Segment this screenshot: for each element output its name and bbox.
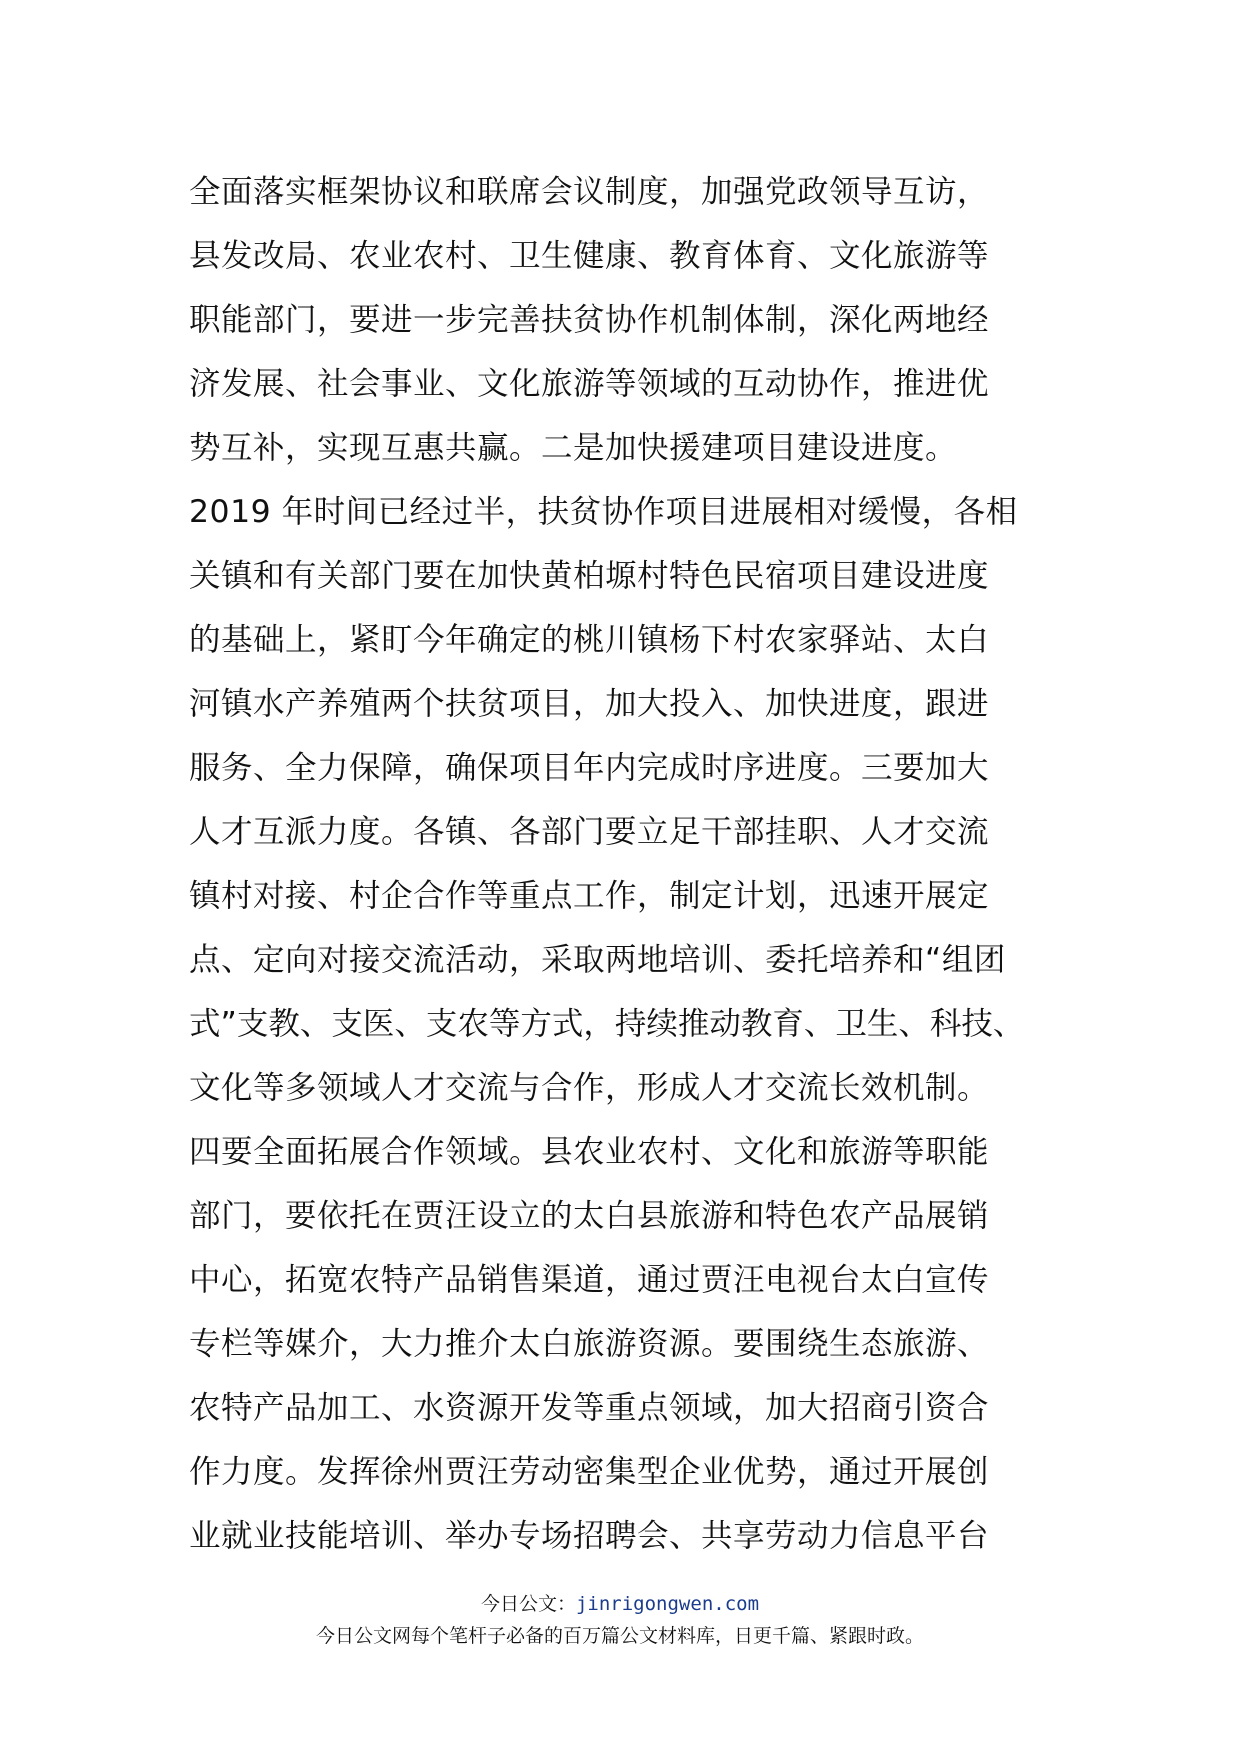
body-line: 服务、全力保障，确保项目年内完成时序进度。三要加大 [189, 750, 990, 786]
body-line: 专栏等媒介，大力推介太白旅游资源。要围绕生态旅游、 [189, 1326, 990, 1362]
body-line: 点、定向对接交流活动，采取两地培训、委托培养和“组团 [189, 942, 1006, 978]
document-body [189, 160, 1069, 1568]
body-line: 四要全面拓展合作领域。县农业农村、文化和旅游等职能 [189, 1134, 990, 1170]
footer-site-link[interactable]: jinrigongwen.com [575, 1593, 760, 1615]
body-line: 济发展、社会事业、文化旅游等领域的互动协作，推进优 [189, 366, 990, 402]
body-line: 中心，拓宽农特产品销售渠道，通过贾汪电视台太白宣传 [189, 1262, 990, 1298]
body-line: 部门，要依托在贾汪设立的太白县旅游和特色农产品展销 [189, 1198, 990, 1234]
footer-site [0, 1589, 1240, 1616]
body-line: 关镇和有关部门要在加快黄柏塬村特色民宿项目建设进度 [189, 558, 990, 594]
body-line: 作力度。发挥徐州贾汪劳动密集型企业优势，通过开展创 [189, 1454, 990, 1490]
body-line: 业就业技能培训、举办专场招聘会、共享劳动力信息平台 [189, 1518, 990, 1554]
body-line: 势互补，实现互惠共赢。二是加快援建项目建设进度。 [189, 430, 958, 466]
body-line: 河镇水产养殖两个扶贫项目，加大投入、加快进度，跟进 [189, 686, 990, 722]
body-line: 式”支教、支医、支农等方式，持续推动教育、卫生、科技、 [189, 1006, 1025, 1042]
body-line: 全面落实框架协议和联席会议制度，加强党政领导互访， [189, 174, 990, 210]
body-line: 人才互派力度。各镇、各部门要立足干部挂职、人才交流 [189, 814, 990, 850]
body-line: 2019 年时间已经过半，扶贫协作项目进展相对缓慢，各相 [189, 494, 1018, 530]
footer-site-label: 今日公文： [480, 1593, 576, 1615]
body-line: 县发改局、农业农村、卫生健康、教育体育、文化旅游等 [189, 238, 990, 274]
body-line: 的基础上，紧盯今年确定的桃川镇杨下村农家驿站、太白 [189, 622, 990, 658]
body-line: 文化等多领域人才交流与合作，形成人才交流长效机制。 [189, 1070, 990, 1106]
body-line: 镇村对接、村企合作等重点工作，制定计划，迅速开展定 [189, 878, 990, 914]
footer-slogan: 今日公文网每个笔杆子必备的百万篇公文材料库，日更千篇、紧跟时政。 [315, 1625, 924, 1647]
body-line: 职能部门，要进一步完善扶贫协作机制体制，深化两地经 [189, 302, 990, 338]
body-line: 农特产品加工、水资源开发等重点领域，加大招商引资合 [189, 1390, 990, 1426]
